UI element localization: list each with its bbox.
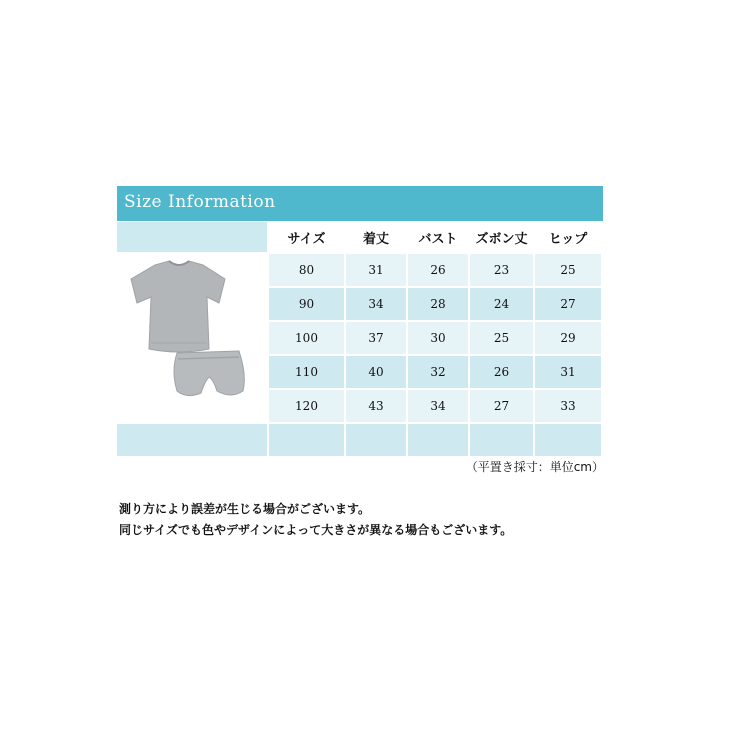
- cell-bust: 32: [408, 356, 468, 388]
- cell-length: [346, 424, 406, 456]
- cell-pants-length: 24: [470, 288, 533, 320]
- cell-hip: 33: [535, 390, 601, 422]
- cell-bust: 28: [408, 288, 468, 320]
- table-row: [117, 424, 601, 456]
- header-pants-length: ズボン丈: [470, 222, 533, 252]
- cell-size: 100: [269, 322, 344, 354]
- header-size: サイズ: [269, 222, 344, 252]
- cell-pants-length: [470, 424, 533, 456]
- caption-line-1: 測り方により誤差が生じる場合がございます。: [119, 502, 371, 516]
- size-info-title: Size Information: [124, 192, 276, 212]
- header-bust: バスト: [408, 222, 468, 252]
- cell-size: 110: [269, 356, 344, 388]
- cell-size: 80: [269, 254, 344, 286]
- cell-hip: 29: [535, 322, 601, 354]
- cell-size: [269, 424, 344, 456]
- cell-pants-length: 26: [470, 356, 533, 388]
- table-header-row: [117, 222, 601, 252]
- cell-size: 90: [269, 288, 344, 320]
- size-table: [115, 220, 603, 458]
- cell-bust: 34: [408, 390, 468, 422]
- size-info-title-bar: [117, 186, 603, 221]
- cell-length: 34: [346, 288, 406, 320]
- cell-hip: 25: [535, 254, 601, 286]
- cell-length: 43: [346, 390, 406, 422]
- cell-length: 37: [346, 322, 406, 354]
- cell-size: 120: [269, 390, 344, 422]
- table-row: [117, 254, 601, 286]
- cell-bust: 30: [408, 322, 468, 354]
- cell-bust: 26: [408, 254, 468, 286]
- cell-hip: 27: [535, 288, 601, 320]
- cell-bust: [408, 424, 468, 456]
- header-image-cell: [117, 222, 267, 252]
- cell-hip: [535, 424, 601, 456]
- cell-pants-length: 27: [470, 390, 533, 422]
- cell-length: 40: [346, 356, 406, 388]
- baby-clothes-photo-icon: [117, 257, 267, 417]
- measurement-note: （平置き採寸：単位cm）: [465, 460, 604, 474]
- cell-pants-length: 25: [470, 322, 533, 354]
- cell-hip: 31: [535, 356, 601, 388]
- cell-pants-length: 23: [470, 254, 533, 286]
- product-image-cell: [117, 254, 267, 422]
- header-length: 着丈: [346, 222, 406, 252]
- cell-length: 31: [346, 254, 406, 286]
- caption-line-2: 同じサイズでも色やデザインによって大きさが異なる場合もございます。: [119, 523, 513, 537]
- header-hip: ヒップ: [535, 222, 601, 252]
- empty-cell: [117, 424, 267, 456]
